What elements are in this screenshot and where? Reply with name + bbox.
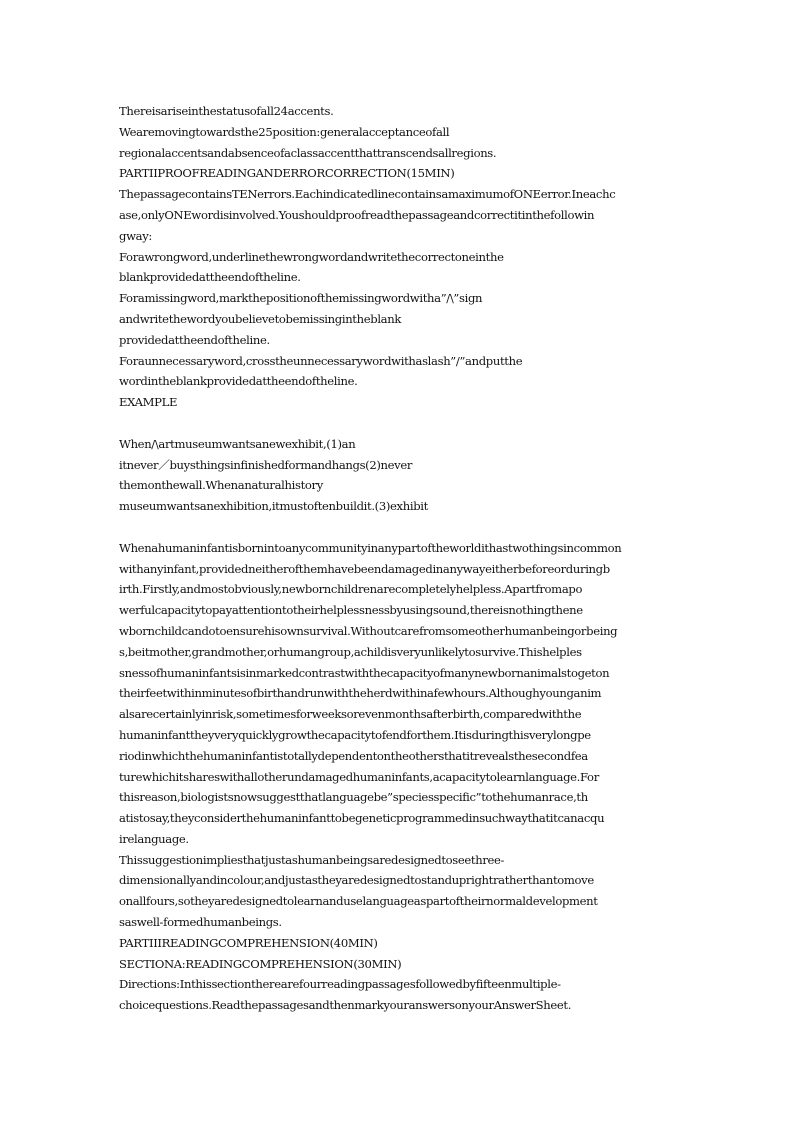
text-line: Forawrongword,underlinethewrongwordandwritethecorrectoneinthe	[119, 249, 504, 264]
text-line: Thereisariseinthestatusofall24accents.	[119, 104, 334, 118]
directions-line: choicequestions.ReadthepassagesandthenmarkyouranswersonyourAnswerSheet.	[119, 998, 572, 1013]
example-line: When/\artmuseumwantsanewexhibit,(1)an	[119, 436, 356, 451]
passage-line: werfulcapacitytopayattentiontotheirhelplessnessbyusingsound,thereisnothingthene	[119, 603, 583, 618]
section-heading: PARTIIPROOFREADINGANDERRORCORRECTION(15MIN)	[119, 166, 455, 181]
directions-line: Directions:Inthissectiontherearefourreadingpassagesfollowedbyfifteenmultiple-	[119, 977, 561, 992]
passage-line: irth.Firstly,andmostobviously,newbornchildrenarecompletelyhelpless.Apartfromapo	[119, 582, 583, 597]
passage-line: turewhichitshareswithallotherundamagedhumaninfants,acapacitytolearnlanguage.For	[119, 769, 599, 784]
text-line: ase,onlyONEwordisinvolved.Youshouldproofreadthepassageandcorrectitinthefollowin	[119, 207, 595, 222]
passage-line: snessofhumaninfantsisinmarkedcontrastwiththecapacityofmanynewbornanimalstogeton	[119, 665, 610, 680]
text-line: providedattheendoftheline.	[119, 332, 270, 347]
document-page	[119, 101, 679, 1016]
passage-line: s,beitmother,grandmother,orhumangroup,achildisveryunlikelytosurvive.Thishelples	[119, 644, 582, 659]
text-line: gway:	[119, 228, 152, 243]
passage-line: riodinwhichthehumaninfantistotallydependentontheothersthatitrevealsthesecondfea	[119, 748, 588, 763]
example-heading: EXAMPLE	[119, 395, 178, 410]
passage-line: onallfours,sotheyaredesignedtolearnanduselanguageaspartoftheirnormaldevelopment	[119, 894, 598, 909]
section-heading: PARTIIIREADINGCOMPREHENSION(40MIN)	[119, 935, 378, 950]
passage-line: thisreason,biologistsnowsuggestthatlanguagebe”speciesspecific”tothehumanrace,th	[119, 790, 588, 805]
text-line: ThepassagecontainsTENerrors.EachindicatedlinecontainsamaximumofONEerror.Ineachc	[119, 187, 616, 202]
text-line: Foraunnecessaryword,crosstheunnecessarywordwithaslash”/”andputthe	[119, 353, 523, 368]
passage-line: withanyinfant,providedneitherofthemhavebeendamagedinanywayeitherbeforeorduringb	[119, 561, 610, 576]
passage-line: dimensionallyandincolour,andjustastheyaredesignedtostanduprightratherthantomove	[119, 873, 594, 888]
passage-line: atistosay,theyconsiderthehumaninfanttobegeneticprogrammedinsuchwaythatitcanacqu	[119, 811, 605, 826]
passage-line: Thissuggestionimpliesthatjustashumanbeingsaredesignedtoseethree-	[119, 852, 505, 867]
text-line: Wearemovingtowardsthe25position:generalacceptanceofall	[119, 124, 450, 139]
passage-line: wbornchildcandotoensurehisownsurvival.Withoutcarefromsomeotherhumanbeingorbeing	[119, 623, 618, 638]
text-line: blankprovidedattheendoftheline.	[119, 270, 301, 285]
passage-line: irelanguage.	[119, 831, 189, 846]
example-line: itnever／buysthingsinfinishedformandhangs(2)never	[119, 457, 413, 472]
example-line: museumwantsanexhibition,itmustoftenbuildit.(3)exhibit	[119, 499, 428, 514]
text-line: Foramissingword,markthepositionofthemissingwordwitha”/\”sign	[119, 291, 483, 306]
passage-line: humaninfanttheyveryquicklygrowthecapacitytofendforthem.Itisduringthisverylongpe	[119, 727, 591, 742]
passage-line: alsarecertainlyinrisk,sometimesforweeksorevenmonthsafterbirth,comparedwiththe	[119, 707, 582, 722]
passage-line: Whenahumaninfantisbornintoanycommunityinanypartoftheworldithastwothingsincommon	[119, 540, 622, 555]
passage-line: theirfeetwithinminutesofbirthandrunwiththeherdwithinafewhours.Althoughyounganim	[119, 686, 602, 701]
blank-line	[119, 413, 679, 434]
example-line: themonthewall.Whenanaturalhistory	[119, 478, 323, 493]
text-line: regionalaccentsandabsenceofaclassaccentthattranscendsallregions.	[119, 145, 497, 160]
blank-line	[119, 517, 679, 538]
text-line: wordintheblankprovidedattheendoftheline.	[119, 374, 358, 389]
section-heading: SECTIONA:READINGCOMPREHENSION(30MIN)	[119, 956, 402, 971]
text-line: andwritethewordyoubelievetobemissingintheblank	[119, 311, 402, 326]
passage-line: saswell-formedhumanbeings.	[119, 915, 282, 930]
